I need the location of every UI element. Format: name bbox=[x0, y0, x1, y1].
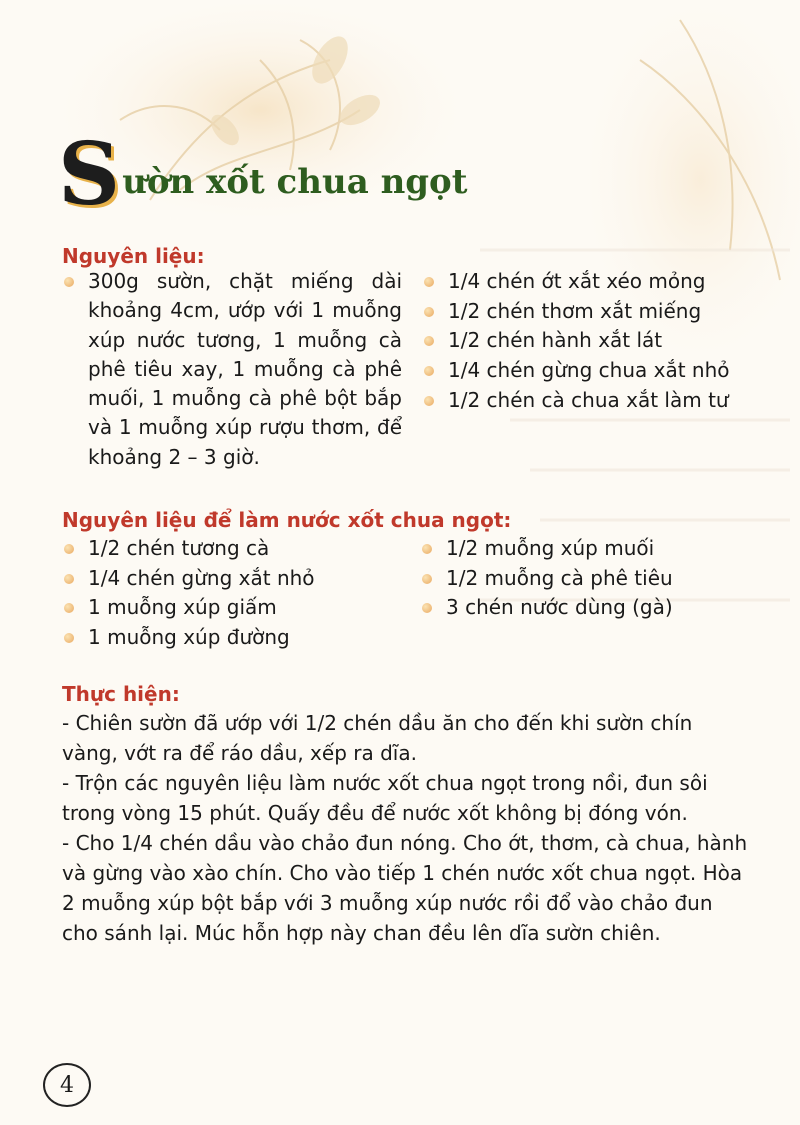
title-drop-cap: S bbox=[58, 124, 121, 225]
list-item: 3 chén nước dùng (gà) bbox=[420, 593, 770, 623]
method-step: - Trộn các nguyên liệu làm nước xốt chua ngọt trong nồi, đun sôi trong vòng 15 phút. Quấy đều để nước xốt không bị đóng vón. bbox=[62, 771, 708, 825]
list-item: 1/4 chén gừng xắt nhỏ bbox=[62, 564, 402, 594]
bullet-icon bbox=[424, 277, 434, 287]
bullet-icon bbox=[422, 574, 432, 584]
method-step: - Cho 1/4 chén dầu vào chảo đun nóng. Cho ớt, thơm, cà chua, hành và gừng vào xào chín. Cho vào tiếp 1 chén nước xốt chua ngọt. Hòa 2 muỗng xúp bột bắp với 3 muỗng xúp nước rồi đổ vào chảo đun cho sánh lại. Múc hỗn hợp này chan đều lên dĩa sườn chiên. bbox=[62, 831, 748, 945]
list-item: 1/2 chén tương cà bbox=[62, 534, 402, 564]
title-text: ườn xốt chua ngọt bbox=[122, 162, 468, 202]
bullet-icon bbox=[424, 336, 434, 346]
sauce-list-right bbox=[420, 534, 770, 623]
list-item: 1 muỗng xúp đường bbox=[62, 623, 402, 653]
ingredients-list-left bbox=[62, 267, 402, 472]
list-item: 300g sườn, chặt miếng dài khoảng 4cm, ướp với 1 muỗng xúp nước tương, 1 muỗng cà phê tiêu xay, 1 muỗng cà phê muối, 1 muỗng cà phê bột bắp và 1 muỗng xúp rượu thơm, để khoảng 2 – 3 giờ. bbox=[62, 267, 402, 472]
bullet-icon bbox=[424, 396, 434, 406]
bullet-icon bbox=[64, 574, 74, 584]
method-heading: Thực hiện: bbox=[62, 682, 180, 706]
bullet-icon bbox=[64, 544, 74, 554]
list-item: 1/2 chén thơm xắt miếng bbox=[422, 297, 772, 327]
list-item: 1/2 chén hành xắt lát bbox=[422, 326, 772, 356]
list-item: 1/2 muỗng cà phê tiêu bbox=[420, 564, 770, 594]
page-number: 4 bbox=[43, 1063, 91, 1107]
method-steps bbox=[62, 708, 752, 948]
bullet-icon bbox=[424, 307, 434, 317]
bullet-icon bbox=[64, 603, 74, 613]
ingredients-heading: Nguyên liệu: bbox=[62, 244, 205, 268]
list-item: 1/4 chén ớt xắt xéo mỏng bbox=[422, 267, 772, 297]
list-item: 1 muỗng xúp giấm bbox=[62, 593, 402, 623]
method-step: - Chiên sườn đã ướp với 1/2 chén dầu ăn cho đến khi sườn chín vàng, vớt ra để ráo dầu, xếp ra dĩa. bbox=[62, 711, 693, 765]
bullet-icon bbox=[422, 603, 432, 613]
bullet-icon bbox=[422, 544, 432, 554]
sauce-list-left bbox=[62, 534, 402, 653]
bullet-icon bbox=[64, 633, 74, 643]
recipe-title bbox=[58, 124, 468, 225]
bullet-icon bbox=[424, 366, 434, 376]
sauce-heading: Nguyên liệu để làm nước xốt chua ngọt: bbox=[62, 508, 512, 532]
list-item: 1/2 chén cà chua xắt làm tư bbox=[422, 386, 772, 416]
bullet-icon bbox=[64, 277, 74, 287]
list-item: 1/2 muỗng xúp muối bbox=[420, 534, 770, 564]
ingredients-list-right bbox=[422, 267, 772, 416]
list-item: 1/4 chén gừng chua xắt nhỏ bbox=[422, 356, 772, 386]
